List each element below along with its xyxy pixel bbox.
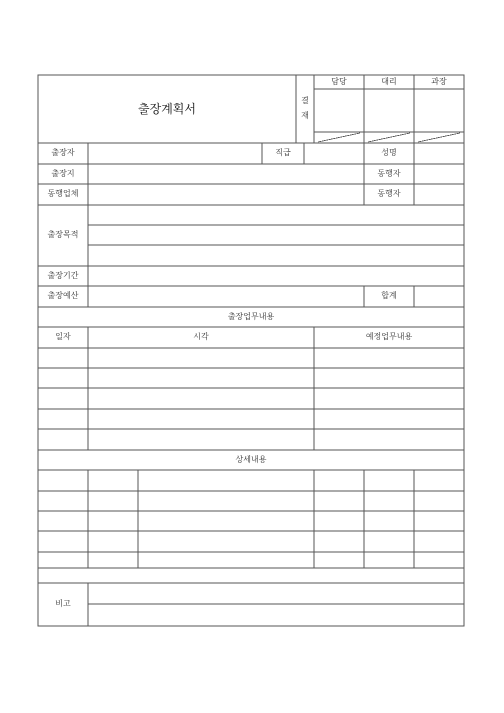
field-purpose-line-2[interactable]	[88, 225, 464, 245]
approval-column-assistant-manager: 대리	[381, 77, 397, 86]
work-header-date: 일자	[55, 332, 71, 341]
work-row[interactable]	[38, 409, 464, 429]
label-remarks: 비고	[55, 599, 71, 608]
label-destination: 출장지	[51, 169, 75, 178]
work-row[interactable]	[38, 429, 464, 450]
approval-label-char-1: 결	[301, 96, 309, 105]
label-traveler: 출장자	[51, 148, 75, 157]
section-work-title: 출장업무내용	[227, 312, 275, 321]
field-companion-2[interactable]	[414, 184, 464, 205]
field-remarks-line-1[interactable]	[88, 583, 464, 604]
detail-row[interactable]	[38, 491, 464, 511]
label-purpose: 출장목적	[47, 230, 79, 239]
work-row[interactable]	[38, 348, 464, 368]
detail-row[interactable]	[38, 552, 464, 568]
label-period: 출장기간	[47, 271, 79, 280]
form-title: 출장계획서	[138, 102, 196, 116]
approval-label-char-2: 재	[301, 111, 309, 120]
field-name[interactable]	[414, 143, 464, 164]
label-total: 합계	[381, 291, 397, 300]
label-companion-1: 동행자	[377, 169, 401, 178]
approval-sign-staff[interactable]	[314, 89, 364, 143]
field-purpose-line-1[interactable]	[88, 205, 464, 225]
label-position: 직급	[275, 148, 291, 157]
field-position[interactable]	[304, 143, 364, 164]
field-period[interactable]	[88, 266, 464, 286]
approval-column-section-chief: 과장	[431, 77, 447, 86]
detail-row[interactable]	[38, 531, 464, 552]
field-companion-1[interactable]	[414, 164, 464, 184]
approval-column-staff: 담당	[331, 77, 347, 86]
approval-sign-section-chief[interactable]	[414, 89, 464, 143]
field-total[interactable]	[414, 286, 464, 307]
field-companion-company[interactable]	[88, 184, 364, 205]
field-traveler[interactable]	[88, 143, 262, 164]
field-purpose-line-3[interactable]	[88, 245, 464, 266]
work-row[interactable]	[38, 368, 464, 388]
detail-row[interactable]	[38, 511, 464, 531]
approval-sign-assistant-manager[interactable]	[364, 89, 414, 143]
field-budget[interactable]	[88, 286, 364, 307]
label-name: 성명	[381, 148, 397, 157]
field-destination[interactable]	[88, 164, 364, 184]
label-companion-2: 동행자	[377, 189, 401, 198]
label-companion-company: 동행업체	[47, 189, 79, 198]
blank-row[interactable]	[38, 568, 464, 583]
label-budget: 출장예산	[47, 291, 79, 300]
section-detail-title: 상세내용	[235, 455, 267, 464]
work-header-planned-task: 예정업무내용	[365, 332, 413, 341]
detail-row[interactable]	[38, 470, 464, 491]
field-remarks-line-2[interactable]	[88, 604, 464, 626]
work-header-time: 시각	[193, 332, 209, 341]
work-row[interactable]	[38, 388, 464, 409]
